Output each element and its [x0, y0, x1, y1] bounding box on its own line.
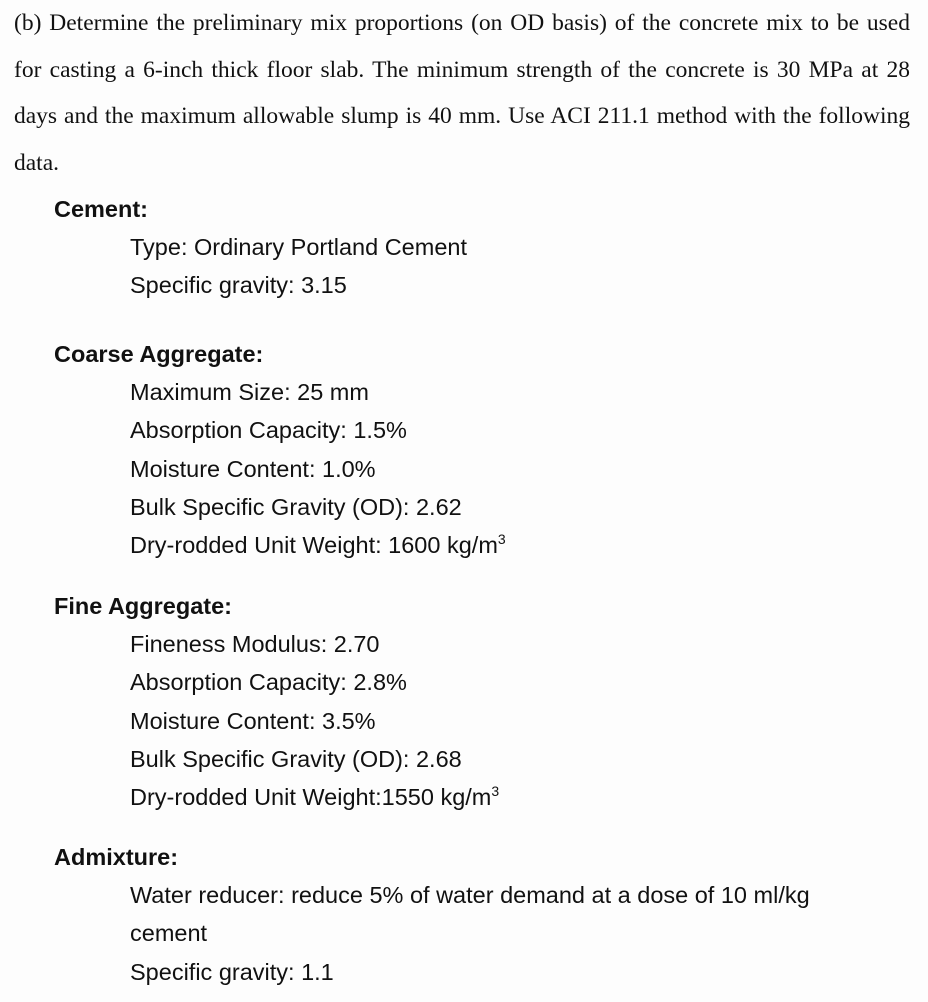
- coarse-unit-weight-exponent: 3: [497, 531, 506, 548]
- coarse-aggregate-section: [54, 335, 914, 564]
- admixture-specific-gravity: Specific gravity: 1.1: [130, 958, 334, 985]
- cement-type: Type: Ordinary Portland Cement: [130, 234, 467, 260]
- cement-heading: Cement:: [54, 196, 149, 222]
- fine-absorption: Absorption Capacity: 2.8%: [130, 669, 407, 696]
- coarse-bulk-sg: Bulk Specific Gravity (OD): 2.62: [130, 493, 462, 520]
- coarse-absorption: Absorption Capacity: 1.5%: [130, 417, 407, 444]
- admixture-heading: Admixture:: [54, 844, 179, 870]
- fine-fineness-modulus: Fineness Modulus: 2.70: [130, 631, 380, 657]
- coarse-max-size: Maximum Size: 25 mm: [130, 379, 369, 405]
- fine-moisture: Moisture Content: 3.5%: [130, 707, 376, 734]
- coarse-unit-weight: [54, 526, 914, 564]
- fine-unit-weight-text: Dry-rodded Unit Weight:1550 kg/m: [130, 784, 492, 811]
- admixture-section: [54, 838, 914, 991]
- fine-unit-weight-exponent: 3: [491, 783, 500, 800]
- problem-statement: (b) Determine the preliminary mix proportions (on OD basis) of the concrete mix to be used for casting a 6-inch thick floor slab. The minimum strength of the concrete is 30 MPa at 28 days and the maximum allowable slump is 40 mm. Use ACI 211.1 method with the following data.: [14, 10, 910, 176]
- admixture-water-reducer: Water reducer: reduce 5% of water demand at a dose of 10 ml/kg cement: [130, 882, 810, 947]
- coarse-unit-weight-text: Dry-rodded Unit Weight: 1600 kg/m: [130, 532, 498, 559]
- fine-aggregate-heading: Fine Aggregate:: [54, 593, 233, 619]
- fine-unit-weight: [54, 778, 914, 816]
- cement-specific-gravity: Specific gravity: 3.15: [130, 272, 347, 299]
- fine-aggregate-section: [54, 587, 914, 816]
- cement-section: [54, 190, 914, 305]
- fine-bulk-sg: Bulk Specific Gravity (OD): 2.68: [130, 745, 462, 772]
- coarse-aggregate-heading: Coarse Aggregate:: [54, 341, 264, 367]
- coarse-moisture: Moisture Content: 1.0%: [130, 455, 376, 482]
